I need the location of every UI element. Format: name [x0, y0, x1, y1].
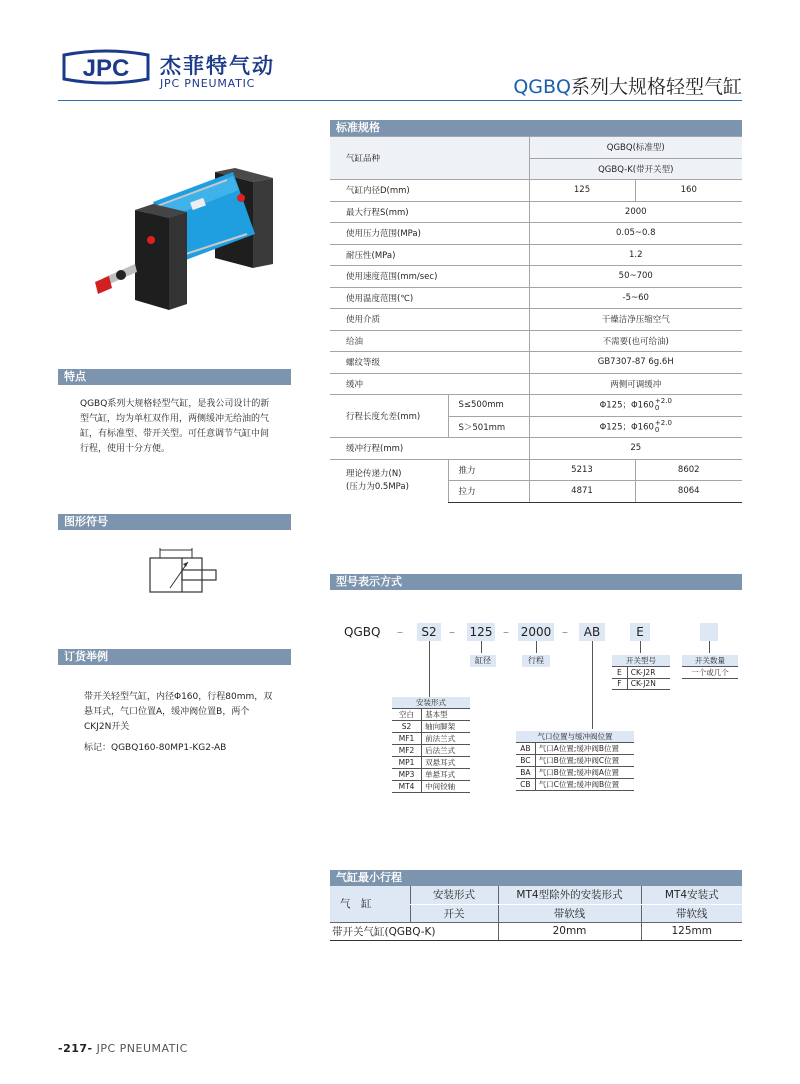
cylinder-photo	[95, 160, 285, 315]
spec-row-label: 最大行程S(mm)	[330, 201, 529, 223]
model-dash: –	[449, 625, 455, 639]
model-dash: –	[397, 625, 403, 639]
brand-name-cn: 杰菲特气动	[160, 54, 275, 78]
min-stroke-heading: 气缸最小行程	[330, 870, 742, 886]
symbol-heading: 图形符号	[58, 514, 291, 530]
model-seg-mount: S2	[417, 623, 441, 641]
spec-row-value: GB7307-87 6g.6H	[529, 352, 742, 374]
spec-force-v1: 4871	[529, 481, 635, 503]
mount-type-title: 安装形式	[392, 697, 470, 709]
spec-tol-lower: 0	[654, 425, 660, 434]
order-heading: 订货举例	[58, 649, 291, 665]
mount-connector	[429, 641, 430, 697]
switch-qty-text: 一个或几个	[682, 667, 738, 679]
page-title-text: 系列大规格轻型气缸	[570, 76, 742, 98]
mount-type-key: MP3	[392, 769, 422, 781]
port-position-key: BC	[516, 755, 535, 767]
switch-type-title: 开关型号	[612, 655, 670, 667]
model-seg-stroke: 2000	[518, 623, 554, 641]
spec-row-value: 两侧可调缓冲	[529, 373, 742, 395]
order-mark: 标记：QGBQ160-80MP1-KG2-AB	[84, 743, 227, 753]
mount-type-value: 单悬耳式	[422, 769, 470, 781]
spec-force-label	[330, 459, 448, 502]
switch-connector	[640, 641, 641, 653]
switch-type-value: CK-J2R	[627, 667, 670, 679]
stroke-label: 行程	[522, 655, 550, 667]
spec-row-label: 使用介质	[330, 309, 529, 331]
spec-tol-value	[529, 395, 742, 417]
min-stroke-table	[330, 886, 742, 941]
spec-row-label: 缓冲	[330, 373, 529, 395]
spec-type-label: 气缸品种	[330, 137, 529, 180]
spec-row	[330, 330, 742, 352]
spec-bore-label: 气缸内径D(mm)	[330, 180, 529, 202]
min-stroke-col2-sub: 带软线	[641, 904, 742, 922]
spec-force-label-1: 理论传递力(N)	[346, 468, 402, 479]
spec-row	[330, 309, 742, 331]
mount-type-key: S2	[392, 721, 422, 733]
mount-type-value: 轴向脚架	[422, 721, 470, 733]
logo-text: JPC	[82, 55, 130, 82]
spec-bore-125: 125	[529, 180, 635, 202]
model-seg-qty	[700, 623, 718, 641]
mount-type-value: 双悬耳式	[422, 757, 470, 769]
mount-type-value: 基本型	[422, 709, 470, 721]
spec-tol-upper: +2.0	[654, 397, 672, 406]
header-divider	[58, 100, 742, 101]
spec-tol-cond: S≤500mm	[448, 395, 529, 417]
mount-type-key: MF1	[392, 733, 422, 745]
spec-row-label: 螺纹等级	[330, 352, 529, 374]
spec-force-v2: 8602	[635, 459, 742, 481]
spec-row-value: 1.2	[529, 244, 742, 266]
mount-type-key: MP1	[392, 757, 422, 769]
spec-type-std: QGBQ(标准型)	[529, 137, 742, 159]
spec-row-label: 使用温度范围(℃)	[330, 287, 529, 309]
mount-type-value: 中间铰轴	[422, 781, 470, 793]
position-connector	[592, 641, 593, 729]
switch-type-table	[612, 655, 670, 690]
jpc-logo	[60, 47, 152, 87]
spec-tol-value	[529, 416, 742, 438]
min-stroke-col1-sub: 带软线	[498, 904, 641, 922]
spec-bore-160: 160	[635, 180, 742, 202]
port-position-key: BA	[516, 767, 535, 779]
mount-type-value: 后法兰式	[422, 745, 470, 757]
port-position-value: 气口B位置;缓冲阀C位置	[535, 755, 634, 767]
spec-tol-label: 行程长度允差(mm)	[330, 395, 448, 438]
spec-row-type	[330, 137, 742, 159]
min-stroke-val1: 20mm	[498, 922, 641, 940]
brand-name-en: JPC PNEUMATIC	[160, 77, 256, 90]
model-dash: –	[562, 625, 568, 639]
page-title-code: QGBQ	[513, 76, 571, 98]
spec-row-label: 耐压性(MPa)	[330, 244, 529, 266]
spec-tol-limits	[655, 398, 672, 412]
mount-type-key: MF2	[392, 745, 422, 757]
port-position-key: CB	[516, 779, 535, 791]
features-text: QGBQ系列大规格轻型气缸，是我公司设计的新型气缸，均为单杠双作用，两侧缓冲无给油的气缸，有标准型、带开关型。可任意调节气缸中间行程，使用十分方便。	[80, 399, 270, 454]
min-stroke-col1-head: MT4型除外的安装形式	[498, 886, 641, 904]
min-stroke-switch-label: 开关	[410, 904, 498, 922]
spec-row-force	[330, 459, 742, 481]
model-dash: –	[503, 625, 509, 639]
model-prefix: QGBQ	[344, 625, 381, 639]
spec-force-label-2: (压力为0.5MPa)	[346, 481, 409, 492]
spec-tol-lower: 0	[654, 404, 660, 413]
page-footer	[58, 1042, 188, 1055]
spec-row-value: 干燥洁净压缩空气	[529, 309, 742, 331]
spec-row-value: 50~700	[529, 266, 742, 288]
spec-row	[330, 373, 742, 395]
spec-row	[330, 244, 742, 266]
page-title	[480, 72, 742, 99]
spec-tol-text: Φ125；Φ160	[599, 422, 654, 433]
spec-cushion-value: 25	[529, 438, 742, 460]
min-stroke-row-label: 带开关气缸(QGBQ-K)	[330, 922, 498, 940]
spec-heading: 标准规格	[330, 120, 742, 136]
footer-brand: JPC PNEUMATIC	[96, 1042, 188, 1055]
page-number: -217-	[58, 1042, 93, 1055]
spec-force-kind: 拉力	[448, 481, 529, 503]
spec-row	[330, 223, 742, 245]
spec-force-v1: 5213	[529, 459, 635, 481]
spec-tol-limits	[655, 420, 672, 434]
mount-type-value: 前法兰式	[422, 733, 470, 745]
model-seg-bore: 125	[467, 623, 495, 641]
bore-label: 缸径	[470, 655, 496, 667]
order-text: 带开关轻型气缸，内径Φ160，行程80mm，双悬耳式，气口位置A，缓冲阀位置B，两个CKJ2N开关	[84, 692, 273, 732]
mount-type-key: 空白	[392, 709, 422, 721]
port-position-value: 气口A位置;缓冲阀B位置	[535, 743, 634, 755]
pneumatic-symbol	[140, 548, 220, 596]
spec-force-kind: 推力	[448, 459, 529, 481]
min-stroke-mount-label: 安装形式	[410, 886, 498, 904]
spec-cushion-label: 缓冲行程(mm)	[330, 438, 529, 460]
switch-type-key: E	[612, 667, 627, 679]
port-position-key: AB	[516, 743, 535, 755]
spec-row-value: 不需要(也可给油)	[529, 330, 742, 352]
spec-row-label: 使用速度范围(mm/sec)	[330, 266, 529, 288]
switch-qty-table	[682, 655, 738, 679]
bore-connector	[481, 641, 482, 653]
switch-type-key: F	[612, 678, 627, 690]
min-stroke-cyl-label: 气 缸	[330, 886, 410, 922]
spec-row-cushion	[330, 438, 742, 460]
spec-row	[330, 201, 742, 223]
model-heading: 型号表示方式	[330, 574, 742, 590]
qty-connector	[709, 641, 710, 653]
switch-qty-title: 开关数量	[682, 655, 738, 667]
switch-type-value: CK-J2N	[627, 678, 670, 690]
model-seg-switch: E	[630, 623, 650, 641]
spec-tol-upper: +2.0	[654, 418, 672, 427]
spec-row-tolerance	[330, 395, 742, 417]
spec-row-value: -5~60	[529, 287, 742, 309]
spec-table	[330, 136, 742, 503]
spec-row	[330, 266, 742, 288]
spec-force-v2: 8064	[635, 481, 742, 503]
spec-type-sw: QGBQ-K(带开关型)	[529, 158, 742, 180]
spec-tol-text: Φ125；Φ160	[599, 400, 654, 411]
mount-type-key: MT4	[392, 781, 422, 793]
port-position-title: 气口位置与缓冲阀位置	[516, 731, 634, 743]
spec-row-label: 给油	[330, 330, 529, 352]
spec-row-label: 使用压力范围(MPa)	[330, 223, 529, 245]
port-position-value: 气口C位置;缓冲阀B位置	[535, 779, 634, 791]
spec-row	[330, 287, 742, 309]
spec-row-value: 2000	[529, 201, 742, 223]
port-position-value: 气口B位置;缓冲阀A位置	[535, 767, 634, 779]
min-stroke-val2: 125mm	[641, 922, 742, 940]
spec-row	[330, 352, 742, 374]
min-stroke-col2-head: MT4安装式	[641, 886, 742, 904]
spec-row-bore	[330, 180, 742, 202]
features-heading: 特点	[58, 369, 291, 385]
port-position-table	[516, 731, 634, 791]
mount-type-table	[392, 697, 470, 793]
spec-row-value: 0.05~0.8	[529, 223, 742, 245]
model-seg-position: AB	[579, 623, 605, 641]
spec-tol-cond: S＞501mm	[448, 416, 529, 438]
stroke-connector	[536, 641, 537, 653]
